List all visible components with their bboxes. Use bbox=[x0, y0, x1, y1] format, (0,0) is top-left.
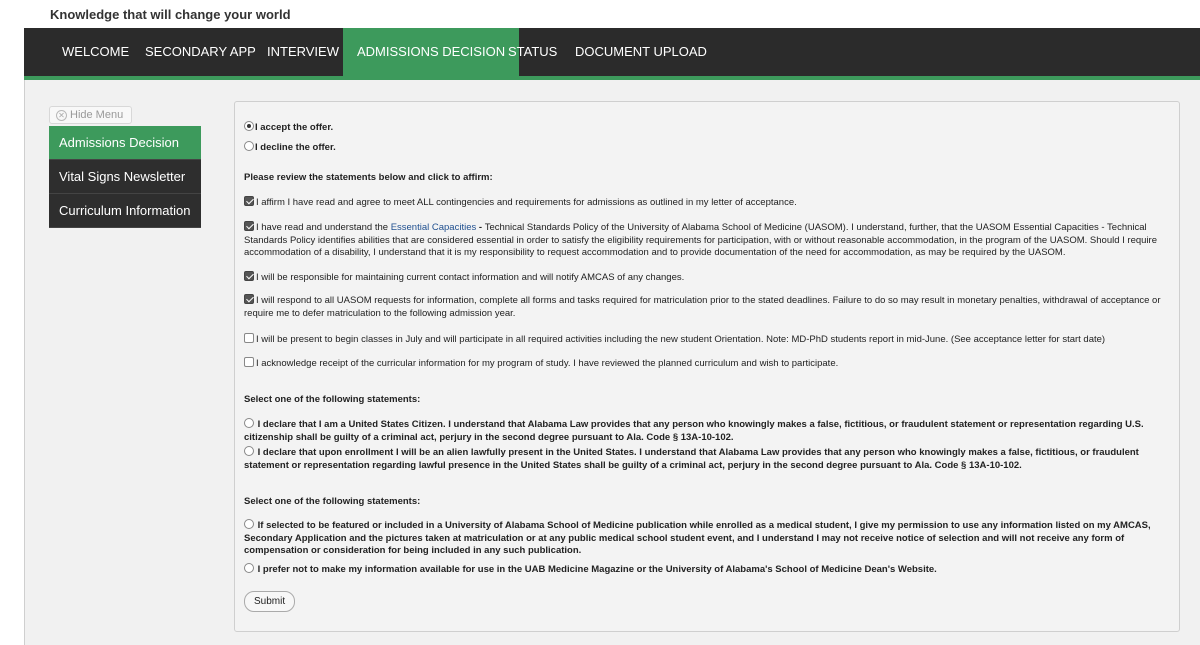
affirmation-checkbox[interactable] bbox=[244, 196, 254, 206]
sidebar-item-curriculum-information[interactable]: Curriculum Information bbox=[49, 194, 201, 228]
hide-menu-label: Hide Menu bbox=[70, 109, 124, 121]
nav-secondary-app[interactable]: SECONDARY APP bbox=[145, 44, 256, 59]
site-header bbox=[24, 0, 1200, 28]
citizenship-radio[interactable] bbox=[244, 418, 254, 428]
affirmation-checkbox[interactable] bbox=[244, 357, 254, 367]
essential-capacities-link[interactable]: Essential Capacities bbox=[390, 222, 477, 233]
affirmation-essential-capacities[interactable]: I have read and understand the Essential Capacities - Technical Standards Policy of the University of Alabama School of Medicine (UASOM). I understand, further, that the UASOM Essential Capacities - Technical Standards Policy identifies abilities that are considered essential in order to satisfy the eligibility requirements for participation, with or without reasonable accommodation, in the program of the UASOM. Should I require accommodation of a disability, I understand that it is my responsibility to request accommodation and to provide documentation of the need for accommodation, as may be required by the UASOM. bbox=[244, 222, 1157, 258]
main-nav bbox=[24, 28, 1200, 76]
nav-status[interactable]: STATUS bbox=[508, 44, 558, 59]
publication-heading: Select one of the following statements: bbox=[244, 496, 421, 507]
hide-menu-button[interactable] bbox=[49, 106, 132, 124]
affirmation-curriculum[interactable]: I acknowledge receipt of the curricular information for my program of study. I have reviewed the planned curriculum and wish to participate. bbox=[244, 357, 1172, 371]
affirmation-requests[interactable]: I will respond to all UASOM requests for information, complete all forms and tasks required for matriculation prior to the stated deadlines. Failure to do so may result in monetary penalties, withdrawal of acceptance or require me to defer matriculation to the following admission year. bbox=[244, 295, 1161, 319]
decline-offer-option[interactable]: I decline the offer. bbox=[244, 141, 1172, 155]
submit-button[interactable]: Submit bbox=[244, 591, 295, 612]
publication-radio[interactable] bbox=[244, 519, 254, 529]
sidebar-menu bbox=[49, 126, 201, 228]
sidebar-item-admissions-decision[interactable]: Admissions Decision bbox=[49, 126, 201, 160]
decline-offer-radio[interactable] bbox=[244, 141, 254, 151]
nav-welcome[interactable]: WELCOME bbox=[62, 44, 130, 59]
nav-document-upload[interactable]: DOCUMENT UPLOAD bbox=[575, 44, 707, 59]
affirmation-checkbox[interactable] bbox=[244, 271, 254, 281]
affirmation-checkbox[interactable] bbox=[244, 221, 254, 231]
citizenship-radio[interactable] bbox=[244, 446, 254, 456]
publication-option-permit[interactable]: If selected to be featured or included in a University of Alabama School of Medicine publication while enrolled as a medical student, I give my permission to use any information listed on my AMCAS, Secondary Application and the pictures taken at matriculation or at any public medical school student event, and I understand I may not receive notice of selection and will not receive any form of compensation or consideration for being included in any such publication. bbox=[244, 520, 1151, 556]
publication-radio[interactable] bbox=[244, 563, 254, 573]
accept-offer-option[interactable]: I accept the offer. bbox=[244, 121, 1172, 135]
affirmation-classes[interactable]: I will be present to begin classes in July and will participate in all required activities including the new student Orientation. Note: MD-PhD students report in mid-June. (See acceptance letter for start date) bbox=[244, 333, 1172, 347]
nav-admissions-decision[interactable]: ADMISSIONS DECISION bbox=[343, 28, 519, 80]
accept-offer-radio[interactable] bbox=[244, 121, 254, 131]
site-tagline: Knowledge that will change your world bbox=[50, 7, 291, 22]
affirmation-checkbox[interactable] bbox=[244, 294, 254, 304]
affirmation-contingencies[interactable]: I affirm I have read and agree to meet ALL contingencies and requirements for admissions as outlined in my letter of acceptance. bbox=[244, 196, 1172, 210]
nav-interview[interactable]: INTERVIEW bbox=[267, 44, 339, 59]
citizenship-option-citizen[interactable]: I declare that I am a United States Citizen. I understand that Alabama Law provides that any person who knowingly makes a false, fictitious, or fraudulent statement or representation regarding U.S. citizenship shall be guilty of a criminal act, perjury in the second degree pursuant to Ala. Code § 13A-10-102. bbox=[244, 419, 1144, 443]
affirmation-contact-info[interactable]: I will be responsible for maintaining current contact information and will notify AMCAS of any changes. bbox=[244, 271, 1172, 285]
citizenship-option-alien[interactable]: I declare that upon enrollment I will be an alien lawfully present in the United States. I understand that Alabama Law provides that any person who knowingly makes a false, fictitious, or fraudulent statement or representation regarding lawful presence in the United States shall be guilty of a criminal act, perjury in the second degree pursuant to Ala. Code § 13A-10-102. bbox=[244, 447, 1139, 471]
affirmation-checkbox[interactable] bbox=[244, 333, 254, 343]
close-icon: ✕ bbox=[56, 110, 67, 121]
citizenship-heading: Select one of the following statements: bbox=[244, 394, 421, 405]
sidebar-item-vital-signs-newsletter[interactable]: Vital Signs Newsletter bbox=[49, 160, 201, 194]
affirm-heading: Please review the statements below and click to affirm: bbox=[244, 172, 493, 183]
publication-option-decline[interactable]: I prefer not to make my information available for use in the UAB Medicine Magazine or the University of Alabama's School of Medicine Dean's Website. bbox=[244, 563, 1172, 577]
nav-accent-bar bbox=[24, 76, 1200, 80]
